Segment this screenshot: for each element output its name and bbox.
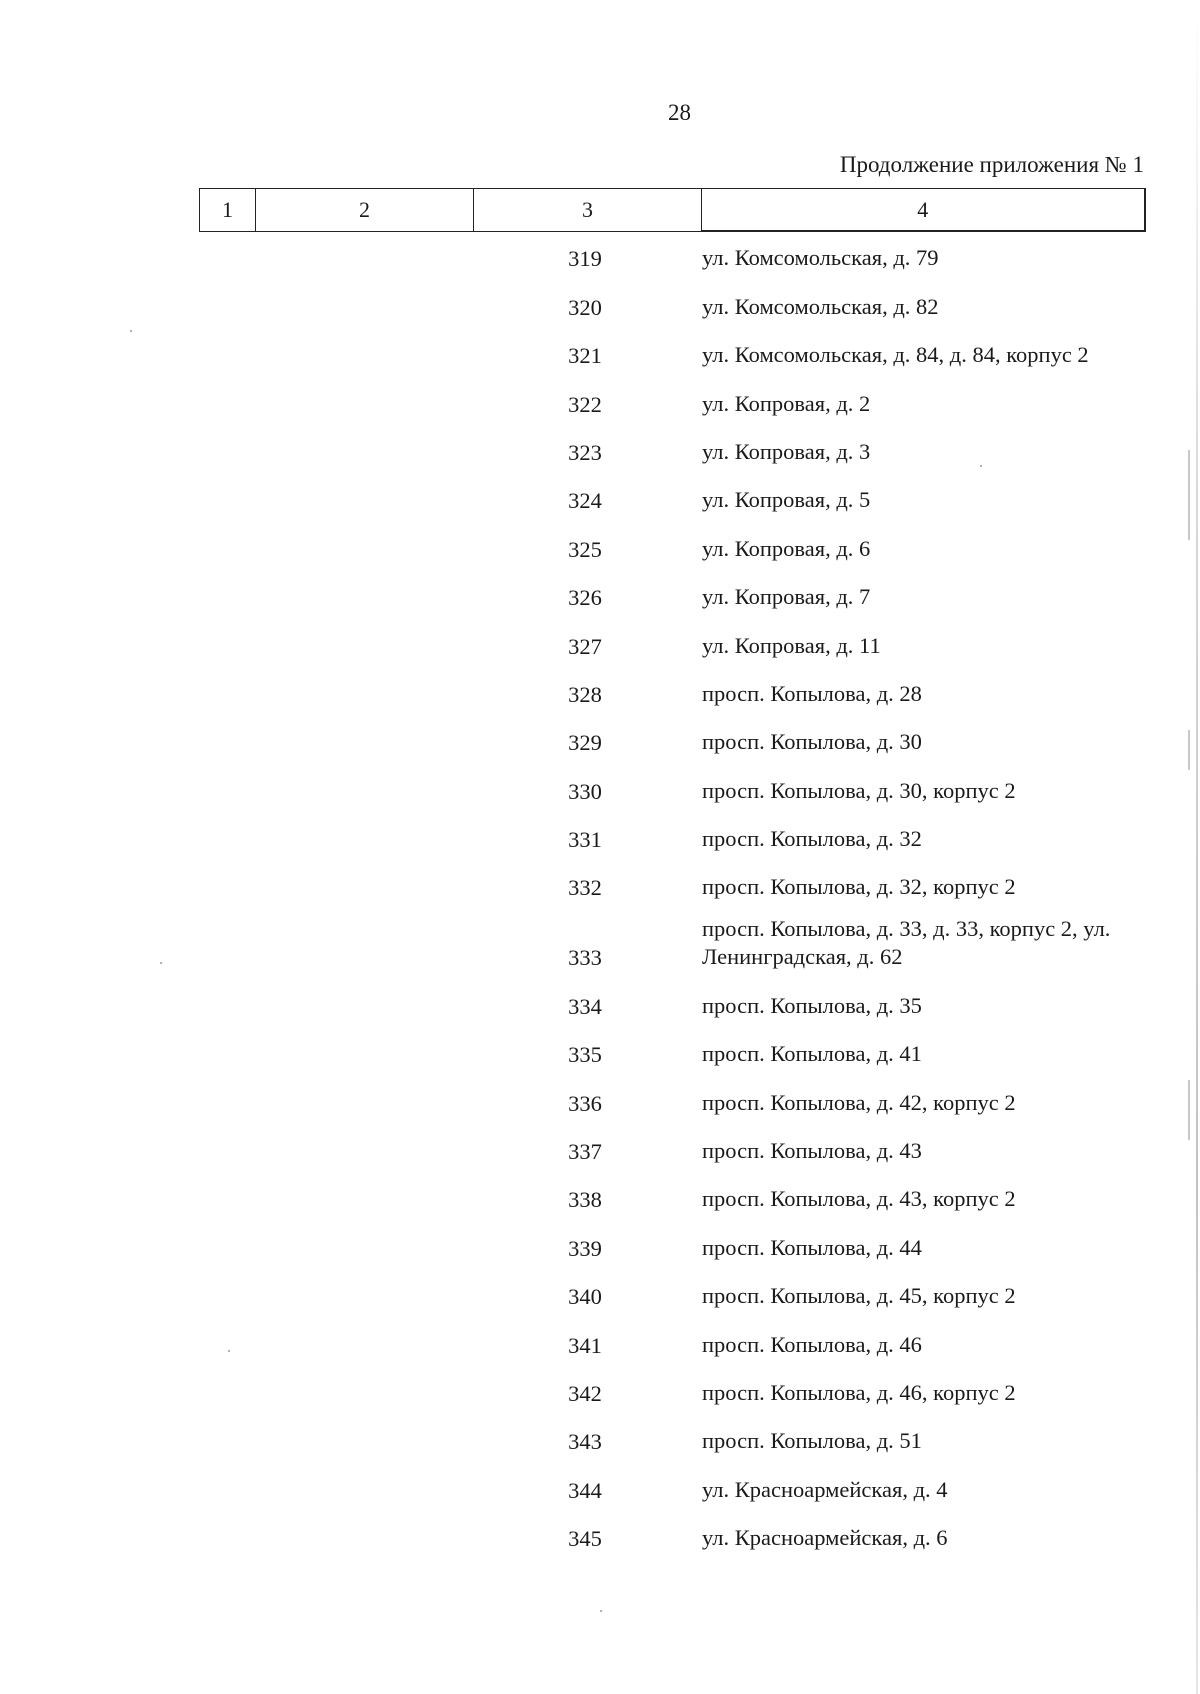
table-row	[0, 768, 1200, 816]
row-address: просп. Копылова, д. 33, д. 33, корпус 2, ул. Ленинградская, д. 62	[702, 916, 1111, 970]
row-number: 334	[568, 993, 602, 1019]
row-address: ул. Копровая, д. 3	[702, 438, 871, 464]
row-address: ул. Копровая, д. 6	[702, 535, 871, 561]
page-number: 28	[668, 100, 691, 125]
row-address: ул. Копровая, д. 7	[702, 584, 871, 610]
row-number: 332	[568, 875, 602, 901]
table-row	[0, 1419, 1200, 1467]
row-number: 341	[568, 1332, 602, 1358]
table-row	[0, 526, 1200, 574]
row-number: 339	[568, 1235, 602, 1261]
row-address: просп. Копылова, д. 42, корпус 2	[702, 1089, 1016, 1115]
row-number: 338	[568, 1187, 602, 1213]
row-number: 333	[568, 945, 602, 971]
row-address: просп. Копылова, д. 30, корпус 2	[702, 777, 1016, 803]
column-header-3: 3	[474, 189, 702, 232]
row-number: 319	[568, 246, 602, 272]
table-row	[0, 333, 1200, 381]
column-header-4: 4	[702, 189, 1145, 232]
row-number: 327	[568, 633, 602, 659]
row-number: 324	[568, 488, 602, 514]
table-row	[0, 1129, 1200, 1177]
table-row	[0, 478, 1200, 526]
table-row	[0, 720, 1200, 768]
scan-artifact	[1188, 450, 1190, 540]
row-number: 326	[568, 585, 602, 611]
scan-speck	[600, 1610, 602, 1612]
row-number: 336	[568, 1090, 602, 1116]
table-row	[0, 983, 1200, 1031]
scan-speck	[160, 962, 162, 964]
scan-speck	[980, 465, 982, 467]
row-number: 335	[568, 1042, 602, 1068]
row-number: 337	[568, 1139, 602, 1165]
row-address: ул. Копровая, д. 5	[702, 487, 871, 513]
scan-artifact	[1188, 1080, 1190, 1140]
table-row	[0, 430, 1200, 478]
appendix-continuation-note: Продолжение приложения № 1	[839, 152, 1144, 177]
scan-artifact	[1188, 730, 1190, 770]
row-address: просп. Копылова, д. 32	[702, 826, 922, 852]
table-row	[0, 865, 1200, 913]
row-number: 323	[568, 439, 602, 465]
row-address: просп. Копылова, д. 46	[702, 1331, 922, 1357]
row-address: просп. Копылова, д. 30	[702, 729, 922, 755]
table-row	[0, 817, 1200, 865]
row-address: просп. Копылова, д. 41	[702, 1041, 922, 1067]
table-row	[0, 1080, 1200, 1128]
row-number: 320	[568, 294, 602, 320]
table-row	[0, 913, 1200, 983]
row-address: просп. Копылова, д. 43, корпус 2	[702, 1186, 1016, 1212]
table-row	[0, 1371, 1200, 1419]
table-row	[0, 1322, 1200, 1370]
row-number: 344	[568, 1477, 602, 1503]
row-number: 342	[568, 1380, 602, 1406]
scan-speck	[228, 1350, 230, 1352]
row-number: 331	[568, 827, 602, 853]
row-address: ул. Красноармейская, д. 4	[702, 1476, 948, 1502]
row-address: ул. Копровая, д. 11	[702, 632, 881, 658]
row-address: просп. Копылова, д. 28	[702, 680, 922, 706]
row-address: просп. Копылова, д. 32, корпус 2	[702, 874, 1016, 900]
row-number: 343	[568, 1429, 602, 1455]
row-number: 340	[568, 1284, 602, 1310]
row-number: 329	[568, 730, 602, 756]
table-row	[0, 284, 1200, 332]
row-number: 322	[568, 391, 602, 417]
row-number: 325	[568, 536, 602, 562]
table-row	[0, 1032, 1200, 1080]
table-row	[0, 1177, 1200, 1225]
row-number: 328	[568, 681, 602, 707]
row-address: ул. Комсомольская, д. 79	[702, 245, 939, 271]
table-row	[0, 1225, 1200, 1273]
row-number: 345	[568, 1526, 602, 1552]
row-address: просп. Копылова, д. 46, корпус 2	[702, 1379, 1016, 1405]
table-row	[0, 623, 1200, 671]
scan-edge-shadow	[1196, 0, 1198, 1694]
row-number: 330	[568, 778, 602, 804]
table-row	[0, 672, 1200, 720]
row-address: просп. Копылова, д. 45, корпус 2	[702, 1283, 1016, 1309]
column-header-1: 1	[200, 189, 256, 232]
column-header-table	[199, 188, 1146, 232]
table-row	[0, 381, 1200, 429]
table-row	[0, 1467, 1200, 1515]
row-address: ул. Комсомольская, д. 84, д. 84, корпус 2	[702, 342, 1089, 368]
row-address: ул. Копровая, д. 2	[702, 390, 871, 416]
table-row	[0, 1274, 1200, 1322]
column-header-2: 2	[256, 189, 474, 232]
table-row	[0, 575, 1200, 623]
address-list	[0, 236, 1200, 1564]
table-row	[0, 1516, 1200, 1564]
column-header-row	[200, 189, 1145, 232]
row-address: ул. Комсомольская, д. 82	[702, 293, 939, 319]
row-address: просп. Копылова, д. 44	[702, 1234, 922, 1260]
row-address: просп. Копылова, д. 35	[702, 992, 922, 1018]
scan-speck	[130, 330, 132, 332]
row-address: просп. Копылова, д. 43	[702, 1138, 922, 1164]
row-address: просп. Копылова, д. 51	[702, 1428, 922, 1454]
row-address: ул. Красноармейская, д. 6	[702, 1525, 948, 1551]
row-number: 321	[568, 343, 602, 369]
table-row	[0, 236, 1200, 284]
